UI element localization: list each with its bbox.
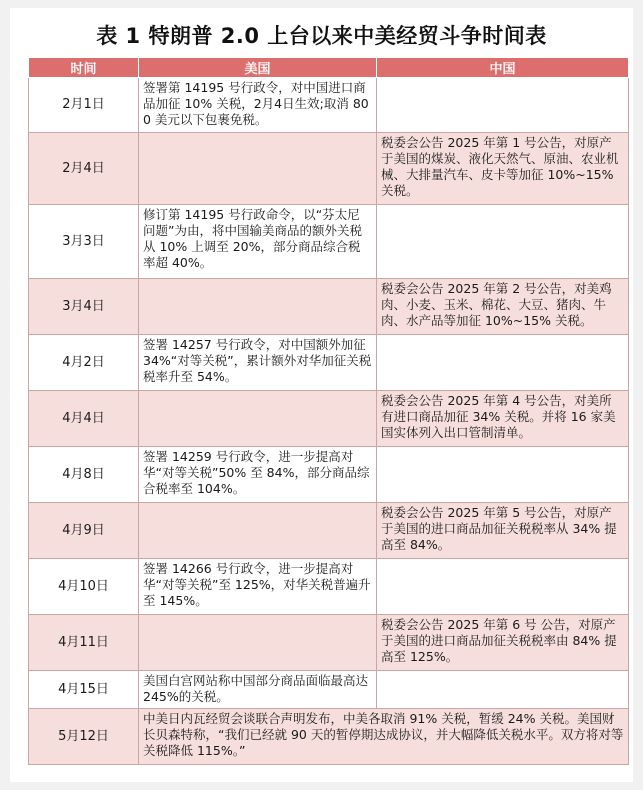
row-us-action: [139, 503, 377, 559]
row-cn-action: [377, 559, 629, 615]
row-cn-action: [377, 335, 629, 391]
row-date: 4月10日: [29, 559, 139, 615]
page-title: 表 1 特朗普 2.0 上台以来中美经贸斗争时间表: [96, 24, 547, 48]
header-cn: 中国: [377, 58, 629, 78]
document-page: [10, 8, 633, 782]
table-row: [29, 205, 629, 279]
table-row: [29, 447, 629, 503]
row-us-action: 签署 14266 号行政令，进一步提高对华“对等关税”至 125%，对华关税普遍升至 145%。: [139, 559, 377, 615]
row-us-action: 修订第 14195 号行政命令，以“芬太尼问题”为由，将中国输美商品的额外关税从 10% 上调至 20%，部分商品综合税率超 40%。: [139, 205, 377, 279]
row-cn-action: 税委会公告 2025 年第 2 号公告，对美鸡肉、小麦、玉米、棉花、大豆、猪肉、牛肉、水产品等加征 10%~15% 关税。: [377, 279, 629, 335]
row-cn-action: 税委会公告 2025 年第 6 号 公告，对原产于美国的进口商品加征关税税率由 84% 提高至 125%。: [377, 615, 629, 671]
row-us-action: [139, 133, 377, 205]
row-cn-action: [377, 78, 629, 133]
row-cn-action: 税委会公告 2025 年第 1 号公告，对原产于美国的煤炭、液化天然气、原油、农业机械、大排量汽车、皮卡等加征 10%~15% 关税。: [377, 133, 629, 205]
row-date: 4月4日: [29, 391, 139, 447]
row-date: 2月4日: [29, 133, 139, 205]
table-row: [29, 671, 629, 709]
table-row: [29, 279, 629, 335]
row-us-action: 签署第 14195 号行政令，对中国进口商品加征 10% 关税，2月4日生效;取消 800 美元以下包裹免税。: [139, 78, 377, 133]
table-row: [29, 391, 629, 447]
row-us-action: 签署 14259 号行政令，进一步提高对华“对等关税”50% 至 84%，部分商品综合税率至 104%。: [139, 447, 377, 503]
table-row: [29, 615, 629, 671]
row-cn-action: 税委会公告 2025 年第 5 号公告，对原产于美国的进口商品加征关税税率从 34% 提高至 84%。: [377, 503, 629, 559]
row-date: 4月8日: [29, 447, 139, 503]
row-date: 5月12日: [29, 709, 139, 765]
row-joint-statement: 中美日内瓦经贸会谈联合声明发布，中美各取消 91% 关税，暂缓 24% 关税。美国财长贝森特称，“我们已经就 90 天的暂停期达成协议，并大幅降低关税水平。双方将对等关税降低 115%。”: [139, 709, 629, 765]
row-date: 4月11日: [29, 615, 139, 671]
row-us-action: 美国白宫网站称中国部分商品面临最高达 245%的关税。: [139, 671, 377, 709]
table-row: [29, 559, 629, 615]
row-cn-action: [377, 447, 629, 503]
header-date: 时间: [29, 58, 139, 78]
row-date: 4月2日: [29, 335, 139, 391]
table-row: [29, 78, 629, 133]
row-cn-action: 税委会公告 2025 年第 4 号公告，对美所有进口商品加征 34% 关税。并将 16 家美国实体列入出口管制清单。: [377, 391, 629, 447]
row-date: 3月3日: [29, 205, 139, 279]
row-us-action: 签署 14257 号行政令，对中国额外加征 34%“对等关税”，累计额外对华加征关税税率升至 54%。: [139, 335, 377, 391]
table-header-row: [29, 58, 629, 78]
table-row: [29, 335, 629, 391]
row-cn-action: [377, 205, 629, 279]
row-date: 3月4日: [29, 279, 139, 335]
table-row: [29, 133, 629, 205]
row-us-action: [139, 279, 377, 335]
row-cn-action: [377, 671, 629, 709]
timeline-table: [28, 57, 629, 765]
table-row: [29, 709, 629, 765]
row-date: 2月1日: [29, 78, 139, 133]
header-us: 美国: [139, 58, 377, 78]
row-date: 4月15日: [29, 671, 139, 709]
row-date: 4月9日: [29, 503, 139, 559]
table-row: [29, 503, 629, 559]
row-us-action: [139, 391, 377, 447]
row-us-action: [139, 615, 377, 671]
